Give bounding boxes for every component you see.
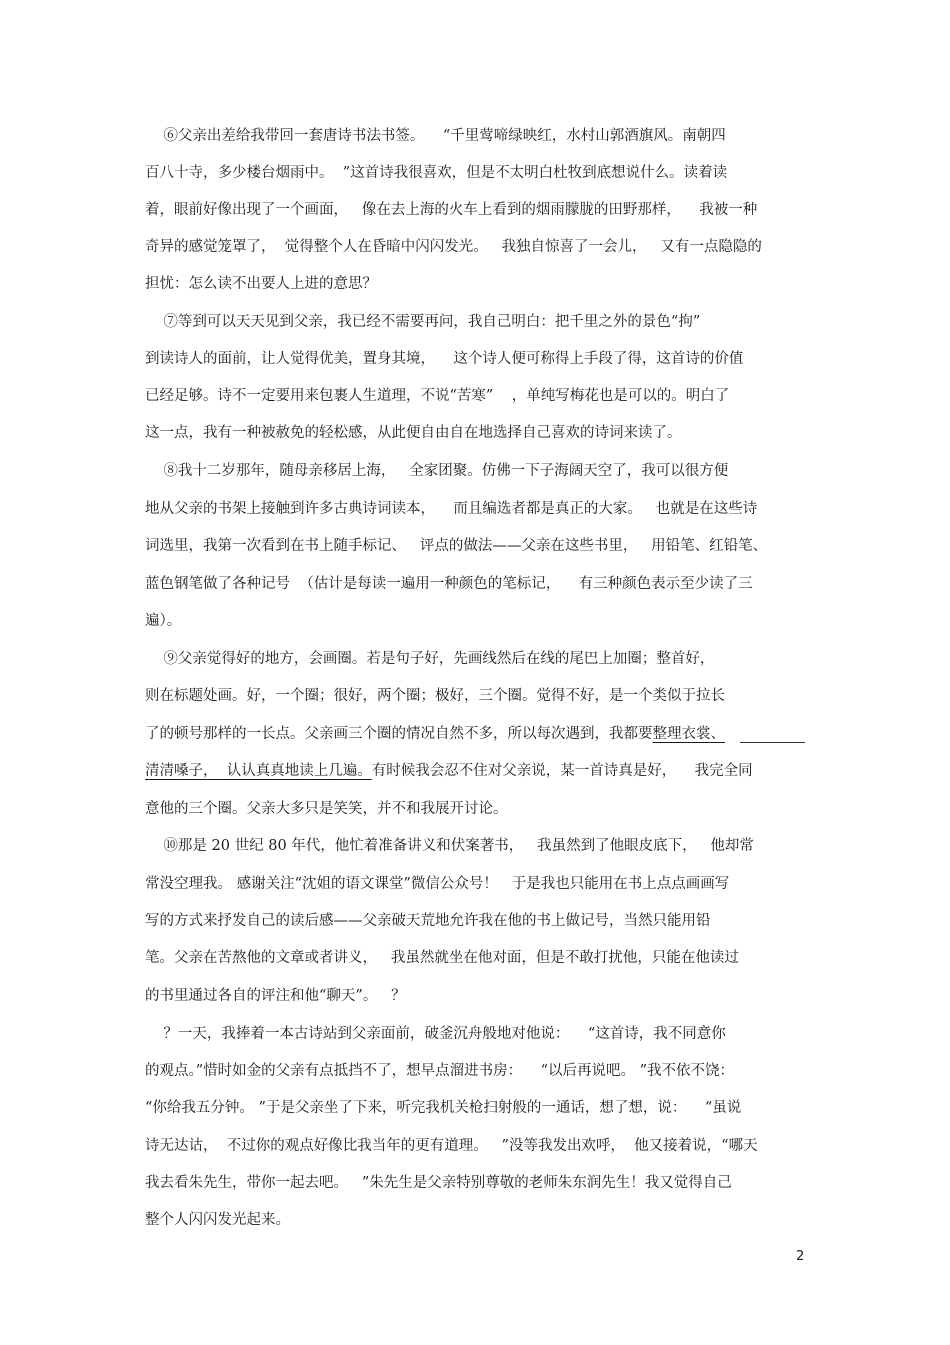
- text-line: [145, 724, 810, 744]
- text-line: 笔。父亲在苦熬他的文章或者讲义， 我虽然就坐在他对面，但是不敢打扰他，只能在他读过: [145, 950, 739, 966]
- text-line: 的观点。”惜时如金的父亲有点抵挡不了，想早点溜进书房： “以后再说吧。 ”我不依不饶：: [145, 1063, 735, 1079]
- text-line: 我去看朱先生，带你一起去吧。 ”朱先生是父亲特别尊敬的老师朱东润先生！我又觉得自己: [145, 1175, 732, 1191]
- text-line: 的书里通过各自的评注和他“聊天”。 ？: [145, 988, 406, 1004]
- text-line: 则在标题处画。好，一个圈；很好，两个圈；极好，三个圈。觉得不好，是一个类似于拉长: [145, 688, 725, 704]
- text-line: ⑥父亲出差给我带回一套唐诗书法书签。 “千里莺啼绿映红，水村山郭酒旗风。南朝四: [145, 128, 726, 144]
- text-line: 遍）。: [145, 613, 182, 629]
- text-line: 意他的三个圈。父亲大多只是笑笑，并不和我展开讨论。: [145, 801, 508, 817]
- text-line: ⑨父亲觉得好的地方，会画圈。若是句子好，先画线然后在线的尾巴上加圈；整首好，: [145, 651, 715, 667]
- text-line: [145, 761, 810, 781]
- text-line: ⑩那是 20 世纪 80 年代，他忙着准备讲义和伏案著书， 我虽然到了他眼皮底下， 他却常: [145, 838, 754, 854]
- text-line: 到读诗人的面前，让人觉得优美，置身其境， 这个诗人便可称得上手段了得，这首诗的价值: [145, 351, 744, 367]
- text-line: 奇异的感觉笼罩了， 觉得整个人在昏暗中闪闪发光。 我独自惊喜了一会儿， 又有一点隐隐的: [145, 239, 762, 255]
- text-line: ？一天，我捧着一本古诗站到父亲面前，破釜沉舟般地对他说： “这首诗，我不同意你: [145, 1026, 726, 1042]
- text-line: 担忧：怎么读不出要人上进的意思？: [145, 276, 377, 292]
- text-line: 百八十寺，多少楼台烟雨中。 ”这首诗我很喜欢，但是不太明白杜牧到底想说什么。读着读: [145, 165, 728, 181]
- page-number: 2: [796, 1249, 805, 1264]
- text-line: ⑧我十二岁那年，随母亲移居上海， 全家团聚。仿佛一下子海阔天空了，我可以很方便: [145, 463, 729, 479]
- text-line: “你给我五分钟。 ”于是父亲坐了下来，听完我机关枪扫射般的一通话，想了想，说： “虽说: [145, 1100, 742, 1116]
- text-line: 这一点，我有一种被赦免的轻松感，从此便自由自在地选择自己喜欢的诗词来读了。: [145, 425, 682, 441]
- underlined-text: 清清嗓子， 认认真真地读上几遍。: [145, 763, 372, 779]
- text-segment: 了的顿号那样的一长点。父亲画三个圈的情况自然不多，所以每次遇到，我都要: [145, 726, 653, 742]
- text-line: 词选里，我第一次看到在书上随手标记、 评点的做法——父亲在这些书里， 用铅笔、红铅笔、: [145, 538, 768, 554]
- text-line: 地从父亲的书架上接触到许多古典诗词读本， 而且编选者都是真正的大家。 也就是在这些诗: [145, 501, 758, 517]
- underlined-text: 整理衣裳、: [652, 726, 725, 742]
- text-line: 常没空理我。 感谢关注“沈姐的语文课堂”微信公众号！ 于是我也只能用在书上点点画画写: [145, 876, 730, 892]
- underline-rule: [740, 742, 805, 743]
- text-line: 整个人闪闪发光起来。: [145, 1212, 290, 1228]
- text-line: 着，眼前好像出现了一个画面， 像在去上海的火车上看到的烟雨朦胧的田野那样， 我被一种: [145, 202, 758, 218]
- text-line: 写的方式来抒发自己的读后感——父亲破天荒地允许我在他的书上做记号，当然只能用铅: [145, 913, 711, 929]
- text-line: 蓝色钢笔做了各种记号 （估计是每读一遍用一种颜色的笔标记， 有三种颜色表示至少读了三: [145, 576, 753, 592]
- text-line: ⑦等到可以天天见到父亲，我已经不需要再问，我自己明白：把千里之外的景色“拘”: [145, 314, 701, 330]
- text-line: 诗无达诂， 不过你的观点好像比我当年的更有道理。 ”没等我发出欢呼， 他又接着说，“哪天: [145, 1138, 758, 1154]
- text-segment: 有时候我会忍不住对父亲说，某一首诗真是好， 我完全同: [371, 763, 753, 779]
- text-line: 已经足够。诗不一定要用来包裹人生道理，不说“苦寒” ，单纯写梅花也是可以的。明白了: [145, 388, 730, 404]
